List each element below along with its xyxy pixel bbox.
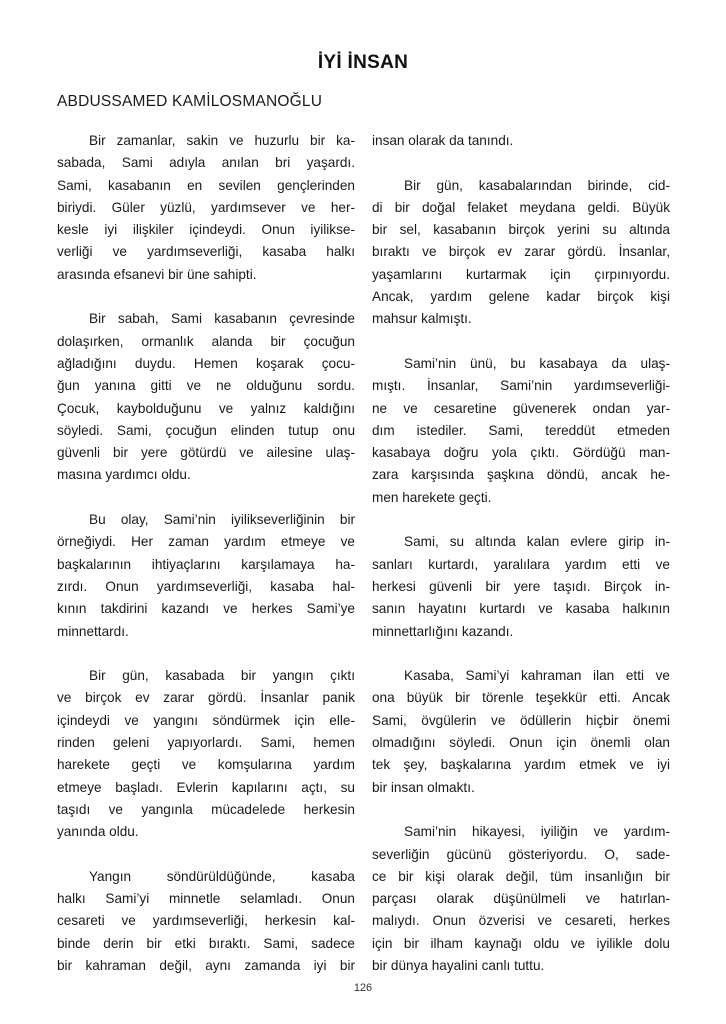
page-number: 126 [353, 982, 373, 994]
text-line: ce bir kişi olarak değil, tüm insanlığın bir [372, 868, 670, 884]
text-line: Bir sabah, Sami kasabanın çevresinde [89, 311, 355, 327]
left-column [57, 130, 355, 977]
text-line: Kasaba, Sami’yi kahraman ilan etti ve [404, 668, 670, 684]
text-line: minnettardı. [57, 623, 129, 639]
text-line: insan olarak da tanındı. [372, 133, 514, 148]
text-line: binde derin bir etki bıraktı. Sami, sadece [57, 935, 355, 951]
text-line: başkalarının ihtiyaçlarını karşılamaya ha- [57, 556, 355, 572]
text-line: Bir gün, kasabalarından birinde, cid- [404, 177, 670, 193]
text-line: ve birçok ev zarar gördü. İnsanlar panik [57, 690, 355, 706]
paragraph [372, 665, 670, 799]
text-line: sanları kurtardı, yaralılara yardım etti ve [372, 556, 670, 572]
text-line: Yangın söndürüldüğünde, kasaba [89, 868, 355, 884]
text-line: sanın hayatını kurtardı ve kasaba halkının [372, 601, 670, 617]
text-line: güvenli bir yere götürdü ve ailesine ulaş- [57, 445, 355, 461]
text-line: içindeydi ve yangını söndürmek için elle- [57, 712, 355, 728]
text-line: Sami, su altında kalan evlere girip in- [404, 534, 670, 550]
text-line: Sami, övgülerin ve ödüllerin hiçbir önemi [372, 712, 670, 728]
text-line: ne ve cesaretine güvenerek ondan yar- [372, 400, 670, 416]
author-name: ABDUSSAMED KAMİLOSMANOĞLU [57, 93, 323, 110]
text-line: harekete geçti ve komşularına yardım [57, 757, 355, 773]
text-line: Bu olay, Sami’nin iyilikseverliğinin bir [89, 512, 355, 528]
paragraph [57, 866, 355, 977]
text-line: severliğin gücünü gösteriyordu. O, sade- [372, 846, 670, 862]
text-line: örneğiydi. Her zaman yardım etmeye ve [57, 534, 355, 550]
text-line: masına yardımcı oldu. [57, 467, 191, 483]
text-line: biriydi. Güler yüzlü, yardımsever ve her- [57, 199, 355, 215]
text-line: Bir zamanlar, sakin ve huzurlu bir ka- [89, 133, 355, 148]
text-line: mıştı. İnsanlar, Sami’nin yardımseverliği- [372, 378, 670, 394]
page-title: İYİ İNSAN [317, 52, 409, 73]
text-line: kasabaya doğru yola çıktı. Gördüğü man- [372, 445, 670, 461]
text-line: sabada, Sami adıyla anılan bri yaşardı. [57, 155, 355, 171]
text-line: yaşamlarını kurtarmak için çırpınıyordu. [372, 266, 670, 282]
text-line: taşıdı ve yangınla mücadelede herkesin [57, 801, 355, 817]
text-line: Çocuk, kaybolduğunu ve yalnız kaldığını [57, 400, 355, 416]
text-line: malıydı. Onun özverisi ve cesareti, herkes [372, 913, 670, 929]
paragraph [57, 130, 355, 286]
text-line: Bir gün, kasabada bir yangın çıktı [89, 668, 355, 684]
text-line: Ancak, yardım gelene kadar birçok kişi [372, 289, 670, 305]
text-line: tek şey, başkalarına yardım etmek ve iyi [372, 757, 670, 773]
paragraph [372, 821, 670, 977]
text-line: olmadığını söyledi. Onun için önemli olan [372, 735, 670, 751]
text-line: ona büyük bir törenle teşekkür etti. Ancak [372, 690, 670, 706]
text-line: bir sel, kasabanın birçok yerini su altında [372, 222, 670, 238]
text-line: dım istediler. Sami, tereddüt etmeden [372, 422, 670, 438]
text-line: zırdı. Onun yardımseverliği, kasaba hal- [57, 578, 355, 594]
text-line: bir dünya hayalini canlı tuttu. [372, 957, 545, 973]
paragraph [57, 509, 355, 643]
text-line: yanında oldu. [57, 824, 139, 840]
paragraph [57, 308, 355, 486]
text-line: parçası olarak düşünülmeli ve hatırlan- [372, 891, 670, 907]
text-line: bir insan olmaktı. [372, 779, 475, 795]
text-line: mahsur kalmıştı. [372, 311, 472, 327]
paragraph [372, 175, 670, 331]
paragraph [372, 353, 670, 509]
text-line: söyledi. Sami, çocuğun elinden tutup onu [57, 422, 355, 438]
text-line: etmeye başladı. Evlerin kapılarını açtı, su [57, 779, 355, 795]
text-line: Sami’nin hikayesi, iyiliğin ve yardım- [404, 824, 670, 840]
paragraph [372, 531, 670, 642]
text-line: rinden geleni yapıyorlardı. Sami, hemen [57, 735, 355, 751]
text-line: Sami’nin ünü, bu kasabaya da ulaş- [404, 355, 670, 371]
text-line: için bir ilham kaynağı oldu ve iyilikle dolu [372, 935, 670, 951]
text-line: cesareti ve yardımseverliği, herkesin kal- [57, 913, 355, 929]
text-line: halkı Sami’yi minnetle selamladı. Onun [57, 891, 355, 907]
text-line: Sami, kasabanın en sevilen gençlerinden [57, 177, 355, 193]
text-line: bıraktı ve birçok ev zarar gördü. İnsanlar, [372, 244, 670, 260]
text-line: ağladığını duydu. Hemen koşarak çocu- [57, 355, 355, 371]
text-line: men harekete geçti. [372, 489, 492, 505]
right-column [372, 130, 670, 977]
text-line: arasında efsanevi bir üne sahipti. [57, 266, 257, 282]
text-line: di bir doğal felaket meydana geldi. Büyük [372, 199, 670, 215]
text-line: bir kahraman değil, aynı zamanda iyi bir [57, 957, 355, 973]
text-line: ğun yanına gitti ve ne olduğunu sordu. [57, 378, 355, 394]
text-line: kesle iyi ilişkiler içindeydi. Onun iyilikse- [57, 222, 355, 238]
text-line: verliği ve yardımseverliği, kasaba halkı [57, 244, 355, 260]
text-line: kının takdirini kazandı ve herkes Sami’ye [57, 601, 355, 617]
text-line: dolaşırken, ormanlık alanda bir çocuğun [57, 333, 355, 349]
paragraph [372, 130, 670, 152]
text-line: zara karşısında şaşkına döndü, ancak he- [372, 467, 670, 483]
paragraph [57, 665, 355, 843]
text-line: herkesi güvenli bir yere taşıdı. Birçok in- [372, 578, 670, 594]
text-line: minnettarlığını kazandı. [372, 623, 514, 639]
